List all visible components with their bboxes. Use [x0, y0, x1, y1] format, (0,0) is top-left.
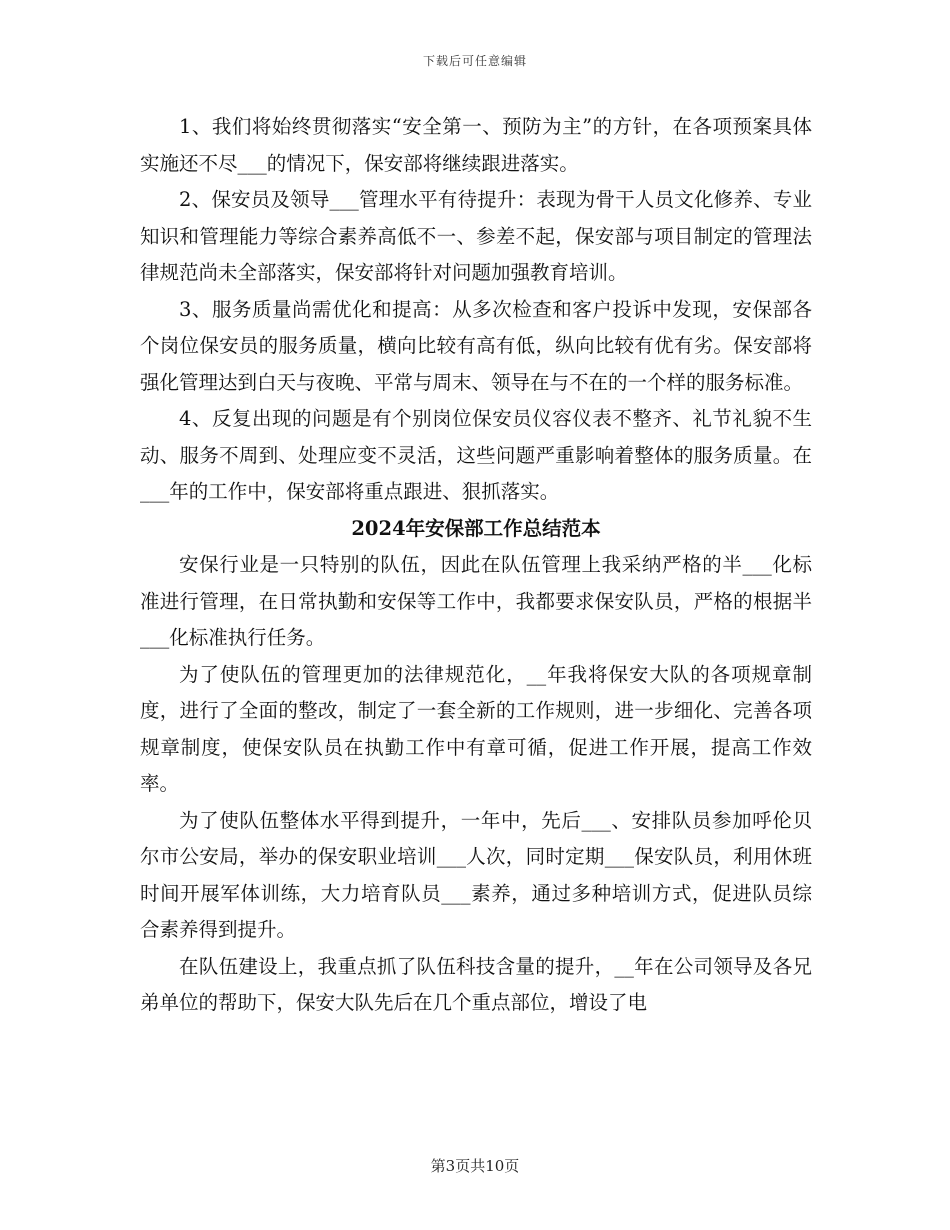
- paragraph-training: 为了使队伍整体水平得到提升，一年中，先后___、安排队员参加呼伦贝尔市公安局，举办的保安职业培训___人次，同时定期___保安队员，利用休班时间开展军体训练，大力培育队员___素养，通过多种培训方式，促进队员综合素养得到提升。: [140, 808, 812, 941]
- paragraph-technology: 在队伍建设上，我重点抓了队伍科技含量的提升，__年在公司领导及各兄弟单位的帮助下，保安大队先后在几个重点部位，增设了电: [140, 954, 812, 1014]
- paragraph-item-1: 1、我们将始终贯彻落实“安全第一、预防为主”的方针，在各项预案具体实施还不尽___的情况下，保安部将继续跟进落实。: [140, 115, 812, 175]
- section-title: 2024年安保部工作总结范本: [351, 516, 601, 540]
- page-header: 下载后可任意编辑: [422, 54, 527, 68]
- paragraph-item-3: 3、服务质量尚需优化和提高：从多次检查和客户投诉中发现，安保部各个岗位保安员的服务质量，横向比较有高有低，纵向比较有优有劣。保安部将强化管理达到白天与夜晚、平常与周末、领导在与不在的一个样的服务标准。: [140, 297, 812, 394]
- paragraph-item-4: 4、反复出现的问题是有个别岗位保安员仪容仪表不整齐、礼节礼貌不生动、服务不周到、处理应变不灵活，这些问题严重影响着整体的服务质量。在___年的工作中，保安部将重点跟进、狠抓落实。: [140, 407, 812, 503]
- document-body: [140, 109, 812, 1022]
- paragraph-item-2: 2、保安员及领导___管理水平有待提升：表现为骨干人员文化修养、专业知识和管理能力等综合素养高低不一、参差不起，保安部与项目制定的管理法律规范尚未全部落实，保安部将针对问题加强教育培训。: [140, 188, 812, 284]
- paragraph-regulations: 为了使队伍的管理更加的法律规范化，__年我将保安大队的各项规章制度，进行了全面的整改，制定了一套全新的工作规则，进一步细化、完善各项规章制度，使保安队员在执勤工作中有章可循，促进工作开展，提高工作效率。: [140, 662, 812, 795]
- page-footer: 第3页共10页: [430, 1157, 520, 1175]
- paragraph-intro: 安保行业是一只特别的队伍，因此在队伍管理上我采纳严格的半___化标准进行管理，在日常执勤和安保等工作中，我都要求保安队员，严格的根据半___化标准执行任务。: [140, 553, 812, 649]
